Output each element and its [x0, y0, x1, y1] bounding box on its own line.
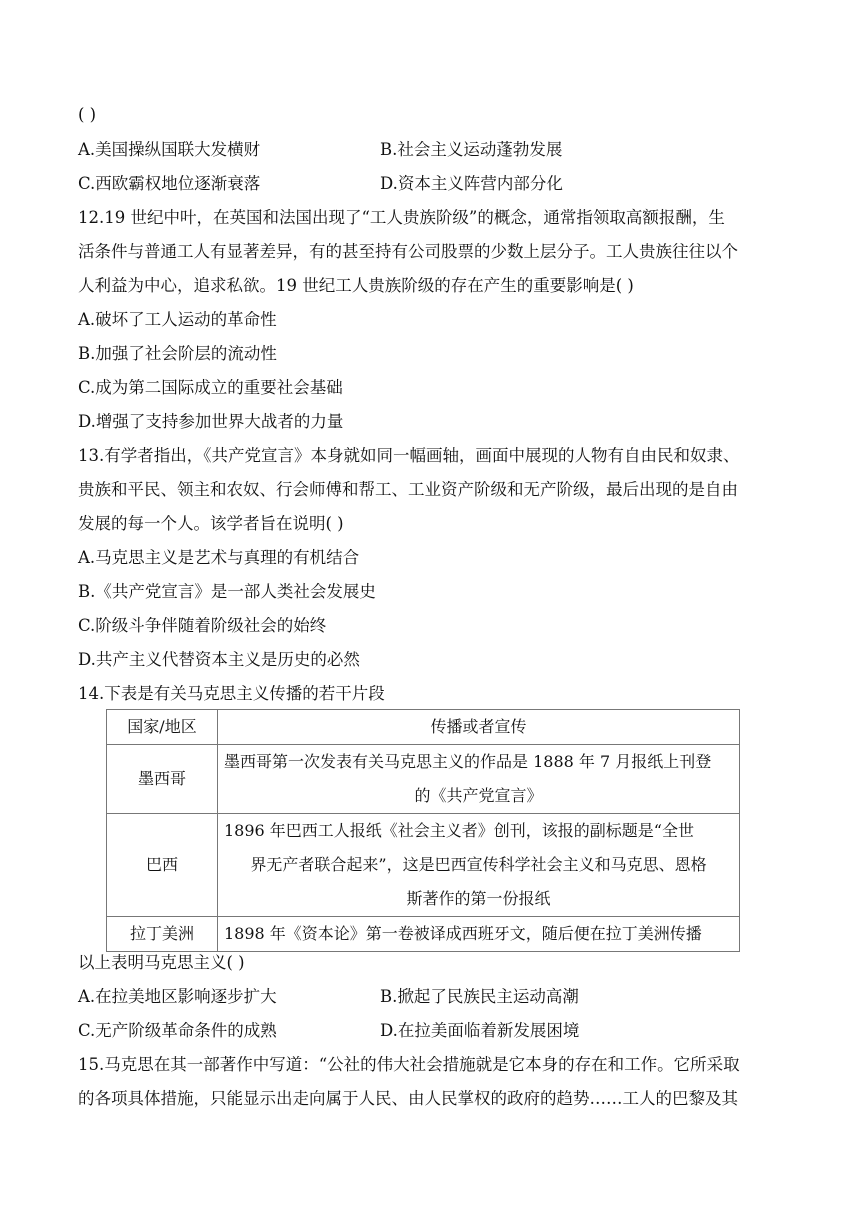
q14-option-b: B.掀起了民族民主运动高潮 — [380, 987, 579, 1006]
q12-option-d: D.增强了支持参加世界大战者的力量 — [78, 412, 344, 431]
q12-stem-line-2: 活条件与普通工人有显著差异，有的甚至持有公司股票的少数上层分子。工人贵族往往以个 — [78, 242, 738, 261]
table-row — [107, 917, 740, 952]
cell-line: 墨西哥第一次发表有关马克思主义的作品是 1888 年 7 月报纸上刊登 — [224, 752, 712, 771]
q13-stem-line-2: 贵族和平民、领主和农奴、行会师傅和帮工、工业资产阶级和无产阶级，最后出现的是自由 — [78, 480, 738, 499]
q11-answer-blank: ( ) — [78, 105, 97, 124]
q14-table — [106, 709, 740, 952]
q14-option-a: A.在拉美地区影响逐步扩大 — [78, 987, 277, 1006]
cell-line: 斯著作的第一份报纸 — [406, 889, 551, 908]
q12-option-c: C.成为第二国际成立的重要社会基础 — [78, 378, 343, 397]
q14-after-table: 以上表明马克思主义( ) — [78, 953, 245, 972]
q13-stem-line-3: 发展的每一个人。该学者旨在说明( ) — [78, 514, 344, 533]
table-header-row — [107, 710, 740, 745]
q12-stem-line-3: 人利益为中心，追求私欲。19 世纪工人贵族阶级的存在产生的重要影响是( ) — [78, 276, 634, 295]
table-cell-content — [218, 917, 740, 952]
table-header-region: 国家/地区 — [107, 710, 218, 745]
q12-option-a: A.破坏了工人运动的革命性 — [78, 310, 277, 329]
q13-option-a: A.马克思主义是艺术与真理的有机结合 — [78, 548, 360, 567]
q13-option-b: B.《共产党宣言》是一部人类社会发展史 — [78, 582, 376, 601]
q12-option-b: B.加强了社会阶层的流动性 — [78, 344, 277, 363]
q13-option-c: C.阶级斗争伴随着阶级社会的始终 — [78, 616, 327, 635]
cell-line: 的《共产党宣言》 — [414, 786, 543, 805]
q15-stem-line-2: 的各项具体措施，只能显示出走向属于人民、由人民掌权的政府的趋势……工人的巴黎及其 — [78, 1089, 738, 1108]
table-cell-region: 墨西哥 — [107, 745, 218, 814]
table-row — [107, 814, 740, 917]
cell-line: 界无产者联合起来”，这是巴西宣传科学社会主义和马克思、恩格 — [250, 855, 707, 874]
table-cell-region: 巴西 — [107, 814, 218, 917]
q13-option-d: D.共产主义代替资本主义是历史的必然 — [78, 650, 360, 669]
q13-stem-line-1: 13.有学者指出，《共产党宣言》本身就如同一幅画轴，画面中展现的人物有自由民和奴隶、 — [78, 446, 740, 465]
q11-option-d: D.资本主义阵营内部分化 — [380, 174, 563, 193]
q14-option-c: C.无产阶级革命条件的成熟 — [78, 1021, 277, 1040]
q15-stem-line-1: 15.马克思在其一部著作中写道：“公社的伟大社会措施就是它本身的存在和工作。它所采取 — [78, 1055, 740, 1074]
q14-option-d: D.在拉美面临着新发展困境 — [380, 1021, 580, 1040]
table-header-content: 传播或者宣传 — [218, 710, 740, 745]
cell-line: 1898 年《资本论》第一卷被译成西班牙文，随后便在拉丁美洲传播 — [224, 924, 702, 943]
table-cell-content — [218, 814, 740, 917]
table-row — [107, 745, 740, 814]
q14-stem: 14.下表是有关马克思主义传播的若干片段 — [78, 684, 385, 703]
q12-stem-line-1: 12.19 世纪中叶，在英国和法国出现了“工人贵族阶级”的概念，通常指领取高额报酬，生 — [78, 208, 725, 227]
cell-line: 1896 年巴西工人报纸《社会主义者》创刊，该报的副标题是“全世 — [224, 821, 694, 840]
q11-option-b: B.社会主义运动蓬勃发展 — [380, 140, 563, 159]
table-cell-region: 拉丁美洲 — [107, 917, 218, 952]
table-cell-content — [218, 745, 740, 814]
q11-option-a: A.美国操纵国联大发横财 — [78, 140, 261, 159]
q11-option-c: C.西欧霸权地位逐渐衰落 — [78, 174, 261, 193]
